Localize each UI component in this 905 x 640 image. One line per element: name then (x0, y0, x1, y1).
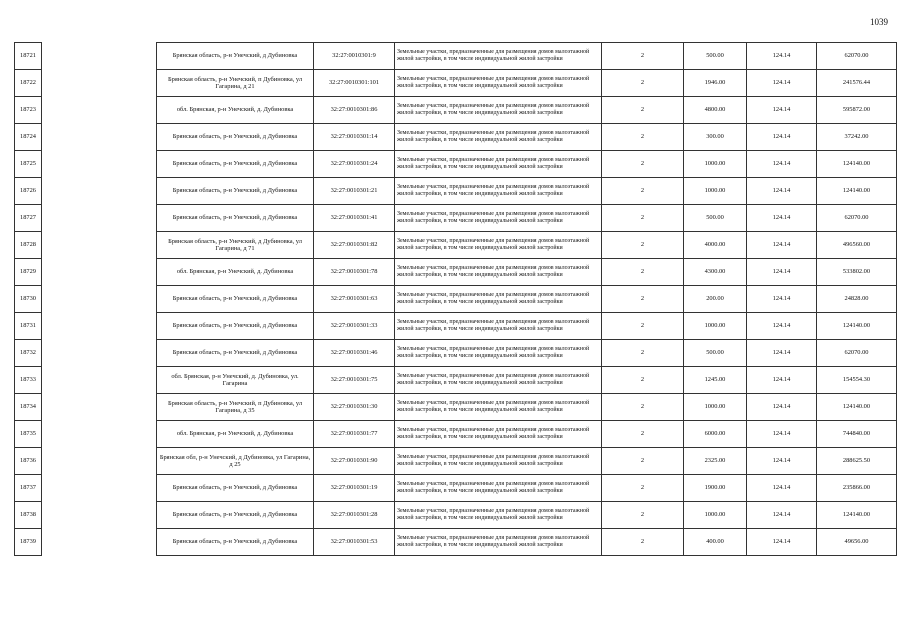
cadastral-value-cell: 235866.00 (817, 475, 897, 502)
cadastral-value-cell: 124140.00 (817, 151, 897, 178)
empty-column (42, 97, 157, 124)
land-use-cell: Земельные участки, предназначенные для размещения домов малоэтажной жилой застройки, в том числе индивидуальной жилой застройки (395, 529, 602, 556)
table-row (15, 43, 897, 70)
land-use-cell: Земельные участки, предназначенные для размещения домов малоэтажной жилой застройки, в том числе индивидуальной жилой застройки (395, 367, 602, 394)
address-cell: обл. Брянская, р-н Унечский, д. Дубиновка, ул. Гагарина (157, 367, 314, 394)
empty-column (42, 340, 157, 367)
land-use-cell: Земельные участки, предназначенные для размещения домов малоэтажной жилой застройки, в том числе индивидуальной жилой застройки (395, 70, 602, 97)
cadastral-value-cell: 241576.44 (817, 70, 897, 97)
rate-cell: 124.14 (747, 43, 817, 70)
category-code-cell: 2 (602, 367, 684, 394)
category-code-cell: 2 (602, 340, 684, 367)
empty-column (42, 394, 157, 421)
rate-cell: 124.14 (747, 286, 817, 313)
cadastral-number-cell: 32:27:0010301:82 (314, 232, 395, 259)
cadastral-number-cell: 32:27:0010301:33 (314, 313, 395, 340)
category-code-cell: 2 (602, 178, 684, 205)
row-number: 18733 (15, 367, 42, 394)
page-number: 1039 (870, 17, 888, 27)
address-cell: Брянская область, р-н Унечский, д Дубиновка (157, 340, 314, 367)
row-number: 18726 (15, 178, 42, 205)
address-cell: Брянская обл, р-н Унечский, д Дубиновка, ул Гагарина, д 25 (157, 448, 314, 475)
rate-cell: 124.14 (747, 448, 817, 475)
area-cell: 1000.00 (684, 394, 747, 421)
cadastral-number-cell: 32:27:0010301:78 (314, 259, 395, 286)
address-cell: Брянская область, р-н Унечский, д Дубиновка (157, 529, 314, 556)
land-use-cell: Земельные участки, предназначенные для размещения домов малоэтажной жилой застройки, в том числе индивидуальной жилой застройки (395, 97, 602, 124)
empty-column (42, 502, 157, 529)
table-body (15, 43, 897, 556)
category-code-cell: 2 (602, 502, 684, 529)
category-code-cell: 2 (602, 421, 684, 448)
row-number: 18732 (15, 340, 42, 367)
address-cell: Брянская область, р-н Унечский, п Дубиновка, ул Гагарина, д 21 (157, 70, 314, 97)
category-code-cell: 2 (602, 529, 684, 556)
rate-cell: 124.14 (747, 97, 817, 124)
cadastral-number-cell: 32:27:0010301:28 (314, 502, 395, 529)
land-use-cell: Земельные участки, предназначенные для размещения домов малоэтажной жилой застройки, в том числе индивидуальной жилой застройки (395, 43, 602, 70)
area-cell: 500.00 (684, 340, 747, 367)
category-code-cell: 2 (602, 205, 684, 232)
land-use-cell: Земельные участки, предназначенные для размещения домов малоэтажной жилой застройки, в том числе индивидуальной жилой застройки (395, 502, 602, 529)
cadastral-number-cell: 32:27:0010301:24 (314, 151, 395, 178)
table-row (15, 259, 897, 286)
area-cell: 300.00 (684, 124, 747, 151)
category-code-cell: 2 (602, 259, 684, 286)
address-cell: Брянская область, р-н Унечский, д Дубиновка (157, 313, 314, 340)
cadastral-number-cell: 32:27:0010301:75 (314, 367, 395, 394)
rate-cell: 124.14 (747, 205, 817, 232)
area-cell: 4000.00 (684, 232, 747, 259)
land-use-cell: Земельные участки, предназначенные для размещения домов малоэтажной жилой застройки, в том числе индивидуальной жилой застройки (395, 475, 602, 502)
rate-cell: 124.14 (747, 367, 817, 394)
land-use-cell: Земельные участки, предназначенные для размещения домов малоэтажной жилой застройки, в том числе индивидуальной жилой застройки (395, 205, 602, 232)
cadastral-number-cell: 32:27:0010301:63 (314, 286, 395, 313)
address-cell: Брянская область, р-н Унечский, д Дубиновка (157, 286, 314, 313)
cadastral-value-cell: 154554.30 (817, 367, 897, 394)
table-row (15, 340, 897, 367)
land-use-cell: Земельные участки, предназначенные для размещения домов малоэтажной жилой застройки, в том числе индивидуальной жилой застройки (395, 124, 602, 151)
land-use-cell: Земельные участки, предназначенные для размещения домов малоэтажной жилой застройки, в том числе индивидуальной жилой застройки (395, 178, 602, 205)
row-number: 18722 (15, 70, 42, 97)
cadastral-number-cell: 32:27:0010301:9 (314, 43, 395, 70)
row-number: 18731 (15, 313, 42, 340)
rate-cell: 124.14 (747, 475, 817, 502)
area-cell: 1000.00 (684, 502, 747, 529)
cadastral-value-cell: 62070.00 (817, 205, 897, 232)
area-cell: 200.00 (684, 286, 747, 313)
address-cell: Брянская область, р-н Унечский, д Дубиновка (157, 205, 314, 232)
row-number: 18723 (15, 97, 42, 124)
land-use-cell: Земельные участки, предназначенные для размещения домов малоэтажной жилой застройки, в том числе индивидуальной жилой застройки (395, 232, 602, 259)
row-number: 18730 (15, 286, 42, 313)
rate-cell: 124.14 (747, 70, 817, 97)
area-cell: 6000.00 (684, 421, 747, 448)
table-row (15, 529, 897, 556)
cadastral-number-cell: 32:27:0010301:19 (314, 475, 395, 502)
category-code-cell: 2 (602, 475, 684, 502)
empty-column (42, 529, 157, 556)
cadastral-number-cell: 32:27:0010301:53 (314, 529, 395, 556)
category-code-cell: 2 (602, 313, 684, 340)
table-row (15, 475, 897, 502)
land-use-cell: Земельные участки, предназначенные для размещения домов малоэтажной жилой застройки, в том числе индивидуальной жилой застройки (395, 286, 602, 313)
empty-column (42, 475, 157, 502)
row-number: 18734 (15, 394, 42, 421)
address-cell: Брянская область, р-н Унечский, д Дубиновка (157, 502, 314, 529)
empty-column (42, 421, 157, 448)
row-number: 18727 (15, 205, 42, 232)
table-row (15, 367, 897, 394)
address-cell: обл. Брянская, р-н Унечский, д. Дубиновка (157, 259, 314, 286)
cadastral-value-cell: 49656.00 (817, 529, 897, 556)
rate-cell: 124.14 (747, 313, 817, 340)
cadastral-value-cell: 62070.00 (817, 340, 897, 367)
address-cell: Брянская область, р-н Унечский, п Дубиновка, ул Гагарина, д 35 (157, 394, 314, 421)
rate-cell: 124.14 (747, 529, 817, 556)
table-row (15, 394, 897, 421)
address-cell: Брянская область, р-н Унечский, д Дубиновка (157, 151, 314, 178)
cadastral-number-cell: 32:27:0010301:101 (314, 70, 395, 97)
category-code-cell: 2 (602, 43, 684, 70)
address-cell: Брянская область, р-н Унечский, д Дубиновка, ул Гагарина, д 71 (157, 232, 314, 259)
table-row (15, 502, 897, 529)
area-cell: 4800.00 (684, 97, 747, 124)
empty-column (42, 232, 157, 259)
row-number: 18725 (15, 151, 42, 178)
land-use-cell: Земельные участки, предназначенные для размещения домов малоэтажной жилой застройки, в том числе индивидуальной жилой застройки (395, 340, 602, 367)
area-cell: 400.00 (684, 529, 747, 556)
table-row (15, 421, 897, 448)
empty-column (42, 259, 157, 286)
area-cell: 500.00 (684, 43, 747, 70)
land-use-cell: Земельные участки, предназначенные для размещения домов малоэтажной жилой застройки, в том числе индивидуальной жилой застройки (395, 151, 602, 178)
table-row (15, 232, 897, 259)
cadastral-value-cell: 744840.00 (817, 421, 897, 448)
land-use-cell: Земельные участки, предназначенные для размещения домов малоэтажной жилой застройки, в том числе индивидуальной жилой застройки (395, 313, 602, 340)
row-number: 18721 (15, 43, 42, 70)
cadastral-value-cell: 288625.50 (817, 448, 897, 475)
table-row (15, 178, 897, 205)
category-code-cell: 2 (602, 448, 684, 475)
empty-column (42, 286, 157, 313)
table-row (15, 286, 897, 313)
category-code-cell: 2 (602, 97, 684, 124)
area-cell: 1946.00 (684, 70, 747, 97)
land-use-cell: Земельные участки, предназначенные для размещения домов малоэтажной жилой застройки, в том числе индивидуальной жилой застройки (395, 448, 602, 475)
address-cell: Брянская область, р-н Унечский, д Дубиновка (157, 124, 314, 151)
empty-column (42, 124, 157, 151)
cadastral-number-cell: 32:27:0010301:90 (314, 448, 395, 475)
address-cell: обл. Брянская, р-н Унечский, д. Дубиновка (157, 421, 314, 448)
cadastral-value-cell: 124140.00 (817, 502, 897, 529)
cadastral-value-cell: 124140.00 (817, 313, 897, 340)
cadastral-number-cell: 32:27:0010301:86 (314, 97, 395, 124)
cadastral-value-cell: 24828.00 (817, 286, 897, 313)
area-cell: 1245.00 (684, 367, 747, 394)
empty-column (42, 151, 157, 178)
table-row (15, 205, 897, 232)
land-use-cell: Земельные участки, предназначенные для размещения домов малоэтажной жилой застройки, в том числе индивидуальной жилой застройки (395, 259, 602, 286)
cadastral-number-cell: 32:27:0010301:77 (314, 421, 395, 448)
category-code-cell: 2 (602, 151, 684, 178)
cadastral-number-cell: 32:27:0010301:30 (314, 394, 395, 421)
area-cell: 1900.00 (684, 475, 747, 502)
cadastral-value-cell: 496560.00 (817, 232, 897, 259)
rate-cell: 124.14 (747, 421, 817, 448)
cadastral-value-cell: 533802.00 (817, 259, 897, 286)
row-number: 18735 (15, 421, 42, 448)
area-cell: 500.00 (684, 205, 747, 232)
cadastral-value-cell: 37242.00 (817, 124, 897, 151)
empty-column (42, 205, 157, 232)
land-use-cell: Земельные участки, предназначенные для размещения домов малоэтажной жилой застройки, в том числе индивидуальной жилой застройки (395, 421, 602, 448)
cadastral-number-cell: 32:27:0010301:14 (314, 124, 395, 151)
table-row (15, 313, 897, 340)
area-cell: 1000.00 (684, 178, 747, 205)
rate-cell: 124.14 (747, 178, 817, 205)
empty-column (42, 43, 157, 70)
row-number: 18724 (15, 124, 42, 151)
rate-cell: 124.14 (747, 394, 817, 421)
category-code-cell: 2 (602, 232, 684, 259)
cadastral-value-cell: 595872.00 (817, 97, 897, 124)
table-row (15, 97, 897, 124)
land-use-cell: Земельные участки, предназначенные для размещения домов малоэтажной жилой застройки, в том числе индивидуальной жилой застройки (395, 394, 602, 421)
table-row (15, 124, 897, 151)
address-cell: Брянская область, р-н Унечский, д Дубиновка (157, 43, 314, 70)
area-cell: 4300.00 (684, 259, 747, 286)
row-number: 18738 (15, 502, 42, 529)
cadastral-value-cell: 124140.00 (817, 178, 897, 205)
area-cell: 1000.00 (684, 313, 747, 340)
rate-cell: 124.14 (747, 340, 817, 367)
cadastral-value-cell: 62070.00 (817, 43, 897, 70)
empty-column (42, 448, 157, 475)
empty-column (42, 367, 157, 394)
rate-cell: 124.14 (747, 232, 817, 259)
land-registry-table (14, 42, 897, 556)
cadastral-number-cell: 32:27:0010301:46 (314, 340, 395, 367)
category-code-cell: 2 (602, 394, 684, 421)
address-cell: Брянская область, р-н Унечский, д Дубиновка (157, 475, 314, 502)
address-cell: Брянская область, р-н Унечский, д Дубиновка (157, 178, 314, 205)
row-number: 18739 (15, 529, 42, 556)
empty-column (42, 178, 157, 205)
table-row (15, 70, 897, 97)
category-code-cell: 2 (602, 70, 684, 97)
rate-cell: 124.14 (747, 124, 817, 151)
area-cell: 2325.00 (684, 448, 747, 475)
row-number: 18737 (15, 475, 42, 502)
area-cell: 1000.00 (684, 151, 747, 178)
row-number: 18728 (15, 232, 42, 259)
rate-cell: 124.14 (747, 259, 817, 286)
address-cell: обл. Брянская, р-н Унечский, д. Дубиновка (157, 97, 314, 124)
rate-cell: 124.14 (747, 502, 817, 529)
cadastral-value-cell: 124140.00 (817, 394, 897, 421)
table-row (15, 151, 897, 178)
row-number: 18736 (15, 448, 42, 475)
cadastral-number-cell: 32:27:0010301:21 (314, 178, 395, 205)
rate-cell: 124.14 (747, 151, 817, 178)
cadastral-number-cell: 32:27:0010301:41 (314, 205, 395, 232)
empty-column (42, 313, 157, 340)
category-code-cell: 2 (602, 124, 684, 151)
row-number: 18729 (15, 259, 42, 286)
empty-column (42, 70, 157, 97)
table-row (15, 448, 897, 475)
category-code-cell: 2 (602, 286, 684, 313)
